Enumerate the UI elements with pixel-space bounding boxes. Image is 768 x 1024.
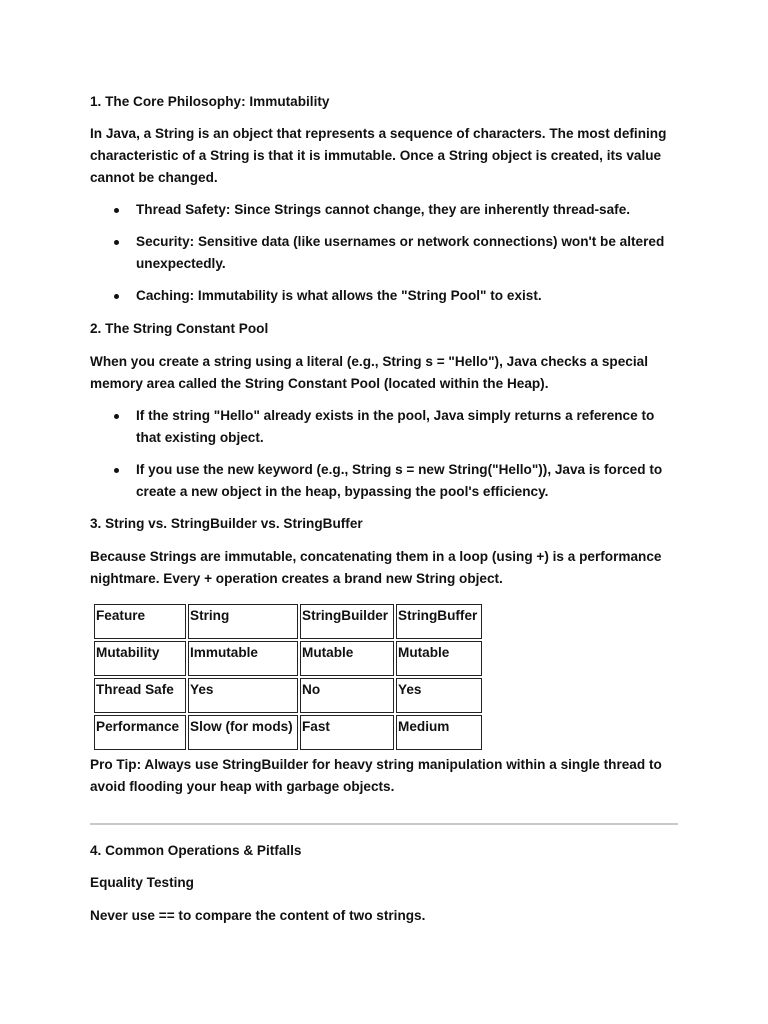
section-3-intro: Because Strings are immutable, concatenating them in a loop (using +) is a performance nightmare. Every + operation creates a brand new String object. (90, 549, 662, 586)
section-4-heading: 4. Common Operations & Pitfalls (90, 843, 302, 858)
table-cell: Mutability (94, 641, 186, 676)
table-cell: Performance (94, 715, 186, 750)
bullet-icon (114, 414, 119, 419)
list-item-text: If the string "Hello" already exists in the pool, Java simply returns a reference to that existing object. (136, 408, 655, 445)
list-item (90, 231, 680, 275)
section-1-intro: In Java, a String is an object that represents a sequence of characters. The most defining characteristic of a String is that it is immutable. Once a String object is created, its value cannot be changed. (90, 126, 667, 185)
table-cell: Fast (300, 715, 394, 750)
list-item (90, 199, 680, 221)
horizontal-divider (90, 823, 678, 825)
section-1-heading: 1. The Core Philosophy: Immutability (90, 94, 330, 109)
list-item-text: Thread Safety: Since Strings cannot change, they are inherently thread-safe. (136, 202, 631, 217)
table-cell: Mutable (396, 641, 482, 676)
bullet-icon (114, 208, 119, 213)
bullet-icon (114, 468, 119, 473)
table-row (94, 715, 482, 750)
table-cell: Mutable (300, 641, 394, 676)
list-item-text: Security: Sensitive data (like usernames or network connections) won't be altered unexpectedly. (136, 234, 665, 271)
table-cell: Yes (396, 678, 482, 713)
list-item-text: If you use the new keyword (e.g., String s = new String("Hello")), Java is forced to create a new object in the heap, bypassing the pool's efficiency. (136, 462, 663, 499)
table-header-cell: String (188, 604, 298, 639)
section-4-text: Never use == to compare the content of two strings. (90, 908, 426, 923)
pro-tip: Pro Tip: Always use StringBuilder for heavy string manipulation within a single thread to avoid flooding your heap with garbage objects. (90, 757, 662, 794)
table-cell: Immutable (188, 641, 298, 676)
comparison-table (92, 602, 484, 752)
table-cell: Yes (188, 678, 298, 713)
table-cell: No (300, 678, 394, 713)
section-2-intro: When you create a string using a literal (e.g., String s = "Hello"), Java checks a special memory area called the String Constant Pool (located within the Heap). (90, 354, 648, 391)
list-item (90, 285, 680, 307)
table-header-cell: StringBuilder (300, 604, 394, 639)
section-2-bullet-list (90, 405, 680, 503)
table-cell: Medium (396, 715, 482, 750)
table-row (94, 641, 482, 676)
section-3-heading: 3. String vs. StringBuilder vs. StringBuffer (90, 516, 363, 531)
section-1-bullet-list (90, 199, 680, 307)
list-item (90, 405, 680, 449)
bullet-icon (114, 240, 119, 245)
list-item-text: Caching: Immutability is what allows the "String Pool" to exist. (136, 288, 542, 303)
table-cell: Slow (for mods) (188, 715, 298, 750)
section-2-heading: 2. The String Constant Pool (90, 321, 269, 336)
table-cell: Thread Safe (94, 678, 186, 713)
equality-testing-subheading: Equality Testing (90, 875, 194, 890)
table-header-cell: Feature (94, 604, 186, 639)
list-item (90, 459, 680, 503)
table-header-cell: StringBuffer (396, 604, 482, 639)
table-header-row (94, 604, 482, 639)
table-row (94, 678, 482, 713)
bullet-icon (114, 294, 119, 299)
